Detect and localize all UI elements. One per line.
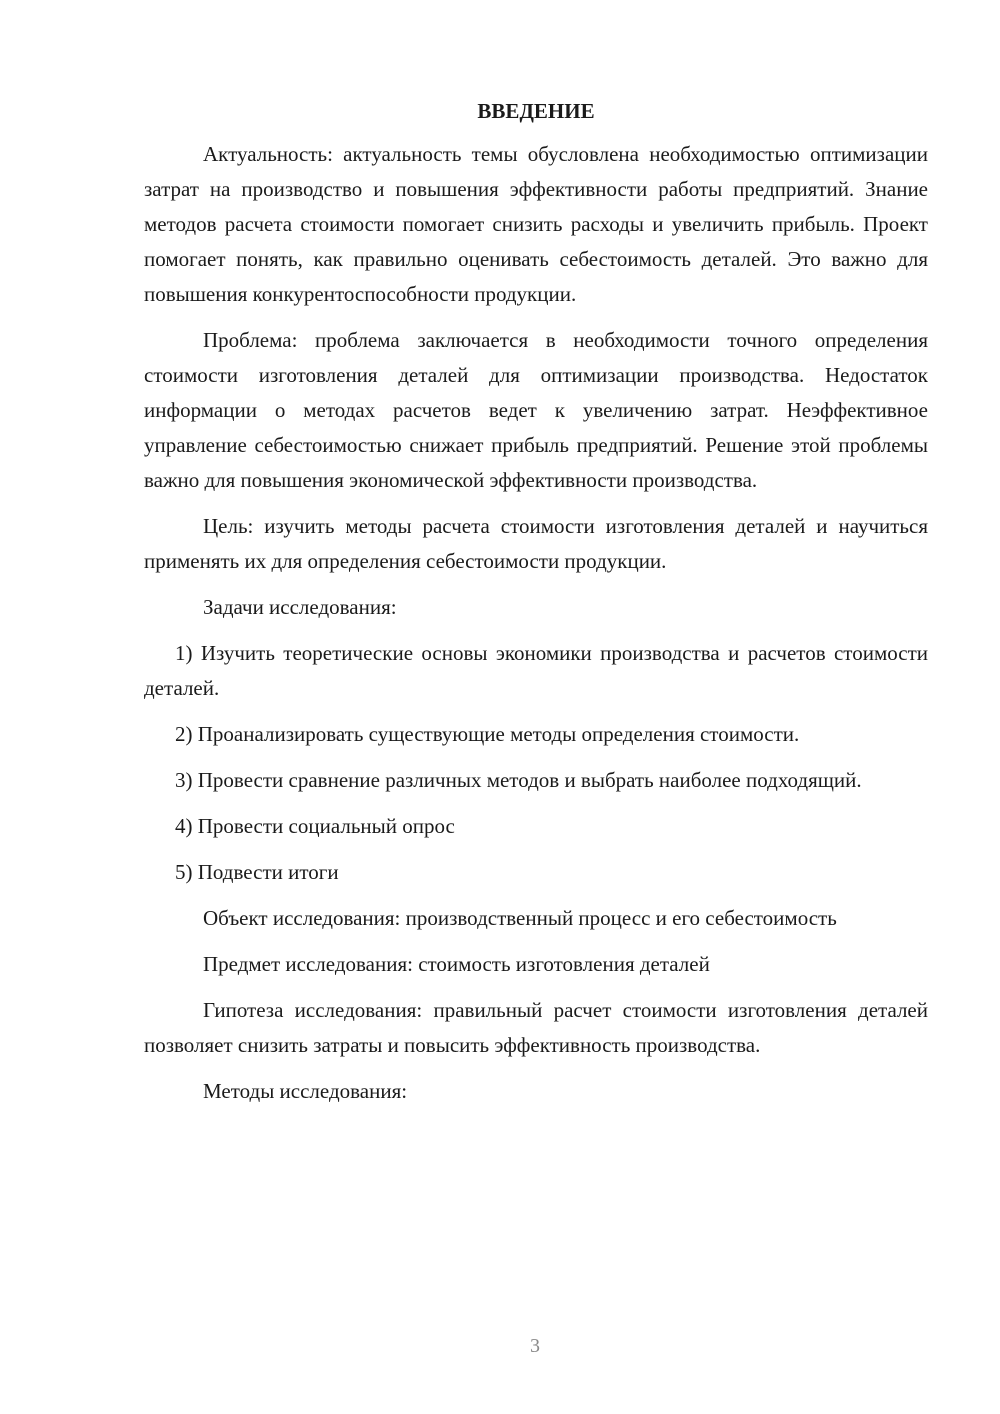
list-item-task-3: 3) Провести сравнение различных методов и выбрать наиболее подходящий.	[175, 768, 862, 792]
document-page	[144, 95, 928, 1120]
list-item-task-5: 5) Подвести итоги	[175, 860, 339, 884]
tasks-heading: Задачи исследования:	[203, 595, 397, 619]
paragraph-goal: Цель: изучить методы расчета стоимости изготовления деталей и научиться применять их для определения себестоимости продукции.	[144, 514, 928, 573]
methods-heading: Методы исследования:	[203, 1079, 408, 1103]
paragraph-problem: Проблема: проблема заключается в необходимости точного определения стоимости изготовления деталей для оптимизации производства. Недостаток информации о методах расчетов ведет к увеличению затрат. Неэффективное управление себестоимостью снижает прибыль предприятий. Решение этой проблемы важно для повышения экономической эффективности производства.	[144, 328, 928, 492]
paragraph-object: Объект исследования: производственный процесс и его себестоимость	[203, 906, 837, 930]
paragraph-hypothesis: Гипотеза исследования: правильный расчет стоимости изготовления деталей позволяет снизить затраты и повысить эффективность производства.	[144, 998, 928, 1057]
list-item-task-1: 1) Изучить теоретические основы экономики производства и расчетов стоимости деталей.	[144, 641, 928, 700]
paragraph-subject: Предмет исследования: стоимость изготовления деталей	[203, 952, 710, 976]
paragraph-relevance: Актуальность: актуальность темы обусловлена необходимостью оптимизации затрат на производство и повышения эффективности работы предприятий. Знание методов расчета стоимости помогает снизить расходы и увеличить прибыль. Проект помогает понять, как правильно оценивать себестоимость деталей. Это важно для повышения конкурентоспособности продукции.	[144, 142, 928, 306]
section-title: ВВЕДЕНИЕ	[477, 99, 595, 123]
list-item-task-2: 2) Проанализировать существующие методы определения стоимости.	[175, 722, 800, 746]
list-item-task-4: 4) Провести социальный опрос	[175, 814, 455, 838]
page-number: 3	[530, 1335, 540, 1357]
